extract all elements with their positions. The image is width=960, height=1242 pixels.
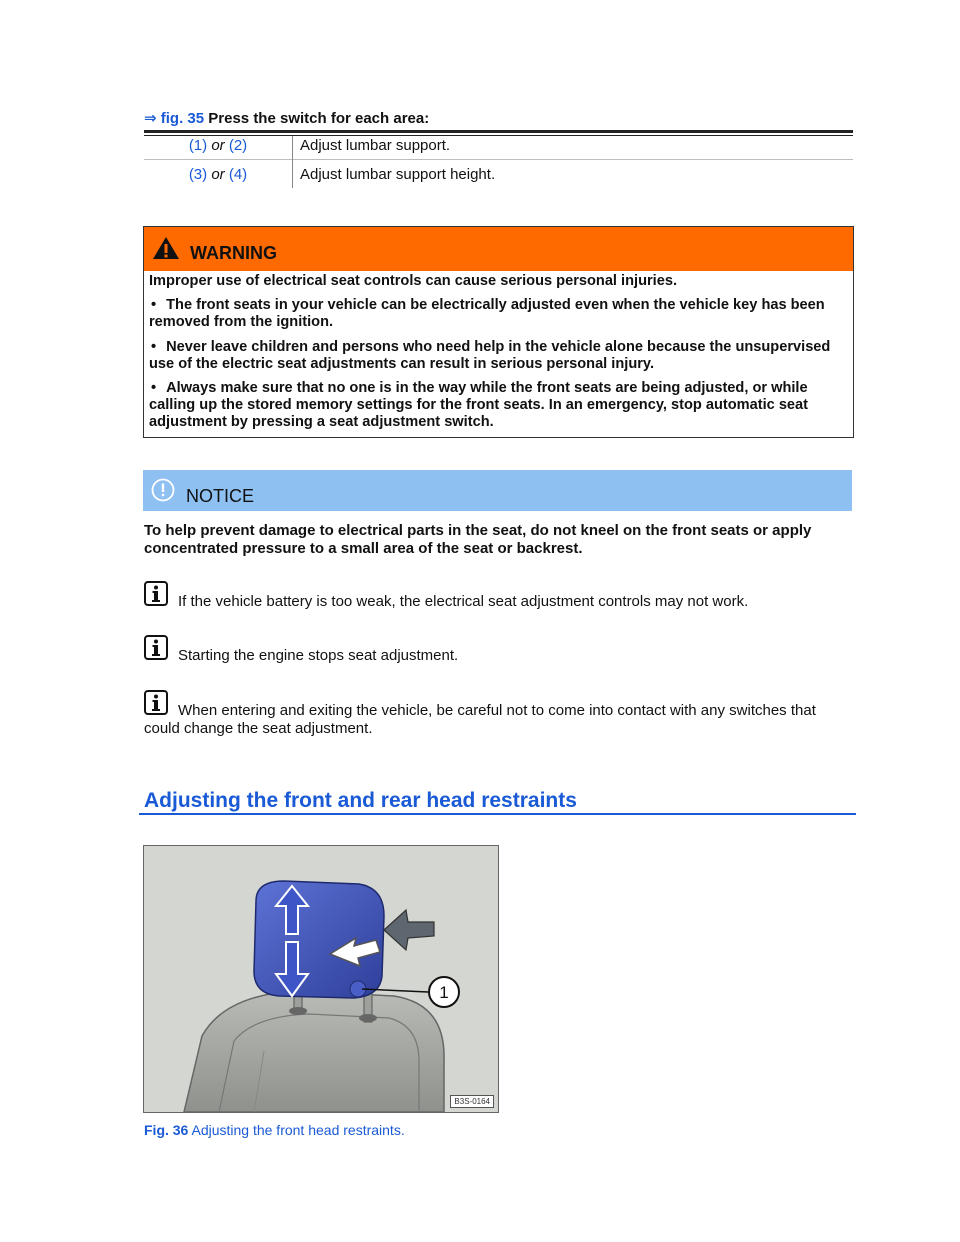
arrow-icon: ⇒ [144, 110, 157, 127]
table-row-separator [144, 159, 853, 160]
table-row-1-keys: (1) or (2) [188, 137, 248, 154]
table-row-2-keys: (3) or (4) [188, 166, 248, 183]
section-title: Adjusting the front and rear head restraints [144, 789, 577, 812]
warning-box [143, 226, 854, 438]
section-rule [139, 813, 856, 815]
exclamation-circle-icon [151, 478, 175, 502]
callout-link[interactable]: (3) [188, 166, 208, 183]
info-icon [144, 581, 168, 606]
warning-bullet-2: • Never leave children and persons who need help in the vehicle alone because the unsupervised use of the electric seat adjustments can result in serious personal injury. [149, 339, 831, 372]
callout-link[interactable]: (2) [228, 137, 248, 154]
caption-label: Fig. 36 [144, 1122, 189, 1138]
fig-link[interactable]: fig. 35 [160, 110, 205, 127]
info-note-text: Starting the engine stops seat adjustment. [178, 647, 459, 664]
table-top-rule-thin [144, 135, 853, 136]
info-note-text: When entering and exiting the vehicle, be careful not to come into contact with any switches that could change the seat adjustment. [144, 702, 816, 737]
head-restraint-illustration [144, 846, 498, 1112]
warning-bullet-3: • Always make sure that no one is in the way while the front seats are being adjusted, or while calling up the stored memory settings for the front seats. In an emergency, stop automatic seat adjustment by pressing a seat adjustment switch. [149, 380, 809, 430]
warning-header [144, 227, 853, 271]
table-row-2-desc: Adjust lumbar support height. [300, 166, 496, 183]
table-row-1-desc: Adjust lumbar support. [300, 137, 451, 154]
figure-head-restraint [143, 845, 499, 1113]
intro-text: Press the switch for each area: [204, 110, 430, 127]
intro-line [144, 109, 429, 127]
callout-link[interactable]: (4) [228, 166, 248, 183]
figure-code: B3S-0164 [450, 1095, 494, 1108]
table-column-divider [292, 136, 293, 188]
warning-title: WARNING [190, 243, 277, 263]
warning-triangle-icon [152, 236, 180, 260]
caption-text: Adjusting the front head restraints. [188, 1122, 405, 1138]
figure-caption [144, 1122, 405, 1138]
table-top-rule [144, 130, 853, 133]
notice-title: NOTICE [186, 486, 255, 506]
warning-bullet-1: • The front seats in your vehicle can be electrically adjusted even when the vehicle key has been removed from the ignition. [149, 297, 825, 330]
notice-header [143, 470, 852, 511]
notice-body: To help prevent damage to electrical parts in the seat, do not kneel on the front seats or apply concentrated pressure to a small area of the seat or backrest. [144, 522, 812, 557]
info-icon [144, 635, 168, 660]
info-note-text: If the vehicle battery is too weak, the electrical seat adjustment controls may not work. [178, 593, 749, 610]
callout-link[interactable]: (1) [188, 137, 208, 154]
warning-lead: Improper use of electrical seat controls can cause serious personal injuries. [149, 273, 678, 289]
figure-callout-label: 1 [439, 983, 449, 1002]
